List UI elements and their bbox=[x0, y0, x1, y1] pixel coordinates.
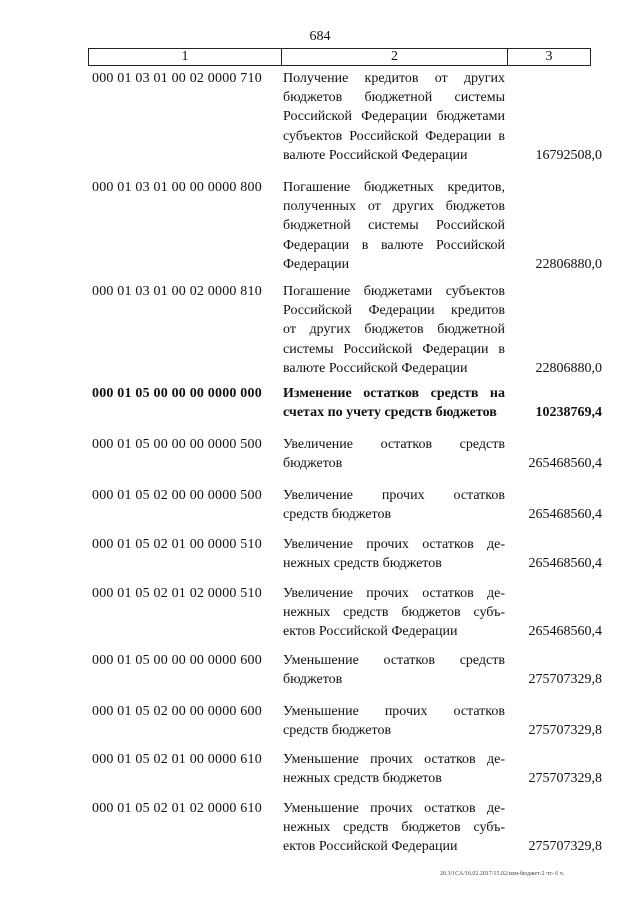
row-description bbox=[283, 282, 505, 378]
row-code: 000 01 05 00 00 00 0000 000 bbox=[92, 386, 262, 401]
row-description-line: Уменьшение остатков средств bbox=[283, 653, 505, 668]
row-code: 000 01 05 02 00 00 0000 600 bbox=[92, 704, 262, 719]
footer-note: 20.3/1СА/16.02.2017/15.02/изм-бюджет-2 чт- 6 ч. bbox=[440, 871, 565, 877]
page-number: 684 bbox=[309, 29, 331, 44]
row-amount: 16792508,0 bbox=[535, 147, 602, 163]
row-description-line: от других бюджетов бюджетной bbox=[283, 322, 505, 338]
header-col-1: 1 bbox=[89, 49, 282, 65]
row-description bbox=[283, 750, 505, 788]
table-row bbox=[0, 702, 640, 740]
row-description-line: Федерации в валюте Российской bbox=[283, 237, 505, 253]
row-description-line: средств бюджетов bbox=[283, 507, 392, 523]
row-description-line: Уменьшение прочих остатков bbox=[283, 704, 505, 719]
row-description bbox=[283, 69, 505, 165]
row-description bbox=[283, 535, 505, 573]
row-amount: 265468560,4 bbox=[528, 624, 602, 640]
table-row bbox=[0, 384, 640, 422]
row-code: 000 01 03 01 00 02 0000 810 bbox=[92, 284, 262, 299]
row-description-line: счетах по учету средств бюджетов bbox=[283, 405, 497, 421]
row-amount: 275707329,8 bbox=[528, 771, 602, 787]
row-description-line: бюджетов бюджетной системы bbox=[283, 90, 505, 106]
row-code: 000 01 05 02 00 00 0000 500 bbox=[92, 488, 262, 503]
row-description-line: ектов Российской Федерации bbox=[283, 839, 458, 855]
header-col-3: 3 bbox=[545, 49, 553, 64]
row-description bbox=[283, 799, 505, 857]
table-row bbox=[0, 69, 640, 165]
row-code: 000 01 05 02 01 02 0000 510 bbox=[92, 586, 262, 601]
row-description-line: Увеличение прочих остатков де- bbox=[283, 586, 505, 601]
row-description bbox=[283, 584, 505, 642]
row-amount: 22806880,0 bbox=[535, 360, 602, 376]
row-code: 000 01 05 02 01 00 0000 610 bbox=[92, 752, 262, 767]
row-description-line: Российской Федерации бюджетами bbox=[283, 109, 505, 125]
row-description-line: субъектов Российской Федерации в bbox=[283, 128, 505, 144]
row-description bbox=[283, 178, 505, 274]
table-header bbox=[88, 48, 591, 66]
table-row bbox=[0, 535, 640, 573]
table-row bbox=[0, 651, 640, 689]
row-code: 000 01 03 01 00 00 0000 800 bbox=[92, 180, 262, 195]
row-description bbox=[283, 486, 505, 524]
row-code: 000 01 05 00 00 00 0000 500 bbox=[92, 437, 262, 452]
row-description-line: полученных от других бюджетов bbox=[283, 199, 505, 215]
row-code: 000 01 03 01 00 02 0000 710 bbox=[92, 71, 262, 86]
row-amount: 22806880,0 bbox=[535, 256, 602, 272]
row-description-line: нежных средств бюджетов bbox=[283, 771, 442, 787]
row-amount: 275707329,8 bbox=[528, 723, 602, 739]
row-description-line: бюджетов bbox=[283, 672, 343, 688]
row-description-line: бюджетной системы Российской bbox=[283, 218, 505, 234]
row-description-line: нежных средств бюджетов субъ- bbox=[283, 605, 505, 621]
row-description-line: Федерации bbox=[283, 256, 350, 272]
row-description bbox=[283, 702, 505, 740]
row-amount: 265468560,4 bbox=[528, 456, 602, 472]
header-col-2: 2 bbox=[282, 49, 508, 65]
row-description-line: ектов Российской Федерации bbox=[283, 624, 458, 640]
table-row bbox=[0, 486, 640, 524]
table-row bbox=[0, 584, 640, 642]
table-row bbox=[0, 178, 640, 274]
row-description-line: средств бюджетов bbox=[283, 723, 392, 739]
row-description-line: бюджетов bbox=[283, 456, 343, 472]
table-row bbox=[0, 750, 640, 788]
row-description-line: Погашение бюджетами субъектов bbox=[283, 284, 505, 299]
row-code: 000 01 05 02 01 00 0000 510 bbox=[92, 537, 262, 552]
table-row bbox=[0, 282, 640, 378]
table-row bbox=[0, 435, 640, 473]
row-description-line: Изменение остатков средств на bbox=[283, 386, 505, 401]
row-code: 000 01 05 02 01 02 0000 610 bbox=[92, 801, 262, 816]
row-description bbox=[283, 651, 505, 689]
row-code: 000 01 05 00 00 00 0000 600 bbox=[92, 653, 262, 668]
row-amount: 275707329,8 bbox=[528, 839, 602, 855]
row-description-line: валюте Российской Федерации bbox=[283, 360, 468, 376]
row-description-line: Российской Федерации кредитов bbox=[283, 303, 505, 319]
row-description-line: валюте Российской Федерации bbox=[283, 147, 468, 163]
row-description-line: Уменьшение прочих остатков де- bbox=[283, 801, 505, 816]
row-description-line: нежных средств бюджетов bbox=[283, 556, 442, 572]
row-description bbox=[283, 435, 505, 473]
row-description bbox=[283, 384, 505, 422]
row-description-line: Получение кредитов от других bbox=[283, 71, 505, 86]
row-description-line: Увеличение остатков средств bbox=[283, 437, 505, 452]
row-description-line: Погашение бюджетных кредитов, bbox=[283, 180, 505, 195]
row-description-line: системы Российской Федерации в bbox=[283, 341, 505, 357]
row-description-line: Увеличение прочих остатков де- bbox=[283, 537, 505, 552]
row-amount: 265468560,4 bbox=[528, 507, 602, 523]
table-row bbox=[0, 799, 640, 857]
row-description-line: Увеличение прочих остатков bbox=[283, 488, 505, 503]
row-amount: 265468560,4 bbox=[528, 556, 602, 572]
row-amount: 10238769,4 bbox=[535, 405, 602, 421]
row-amount: 275707329,8 bbox=[528, 672, 602, 688]
row-description-line: нежных средств бюджетов субъ- bbox=[283, 820, 505, 836]
row-description-line: Уменьшение прочих остатков де- bbox=[283, 752, 505, 767]
